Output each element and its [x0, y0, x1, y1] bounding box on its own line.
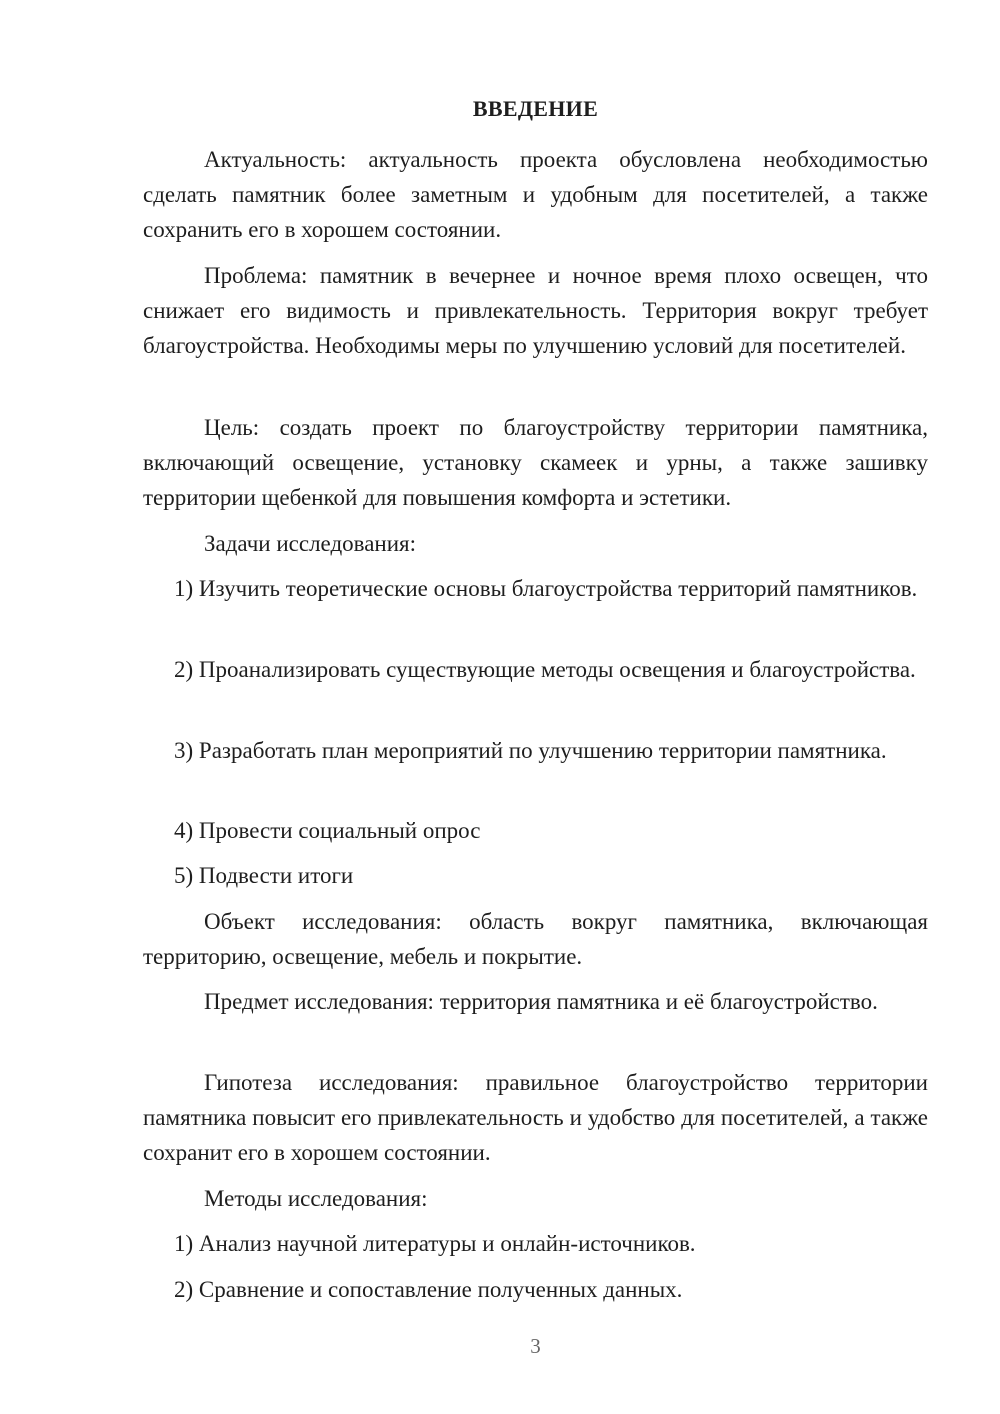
page-number: 3	[530, 1334, 541, 1358]
list-item-task-3: 3) Разработать план мероприятий по улучшению территории памятника.	[174, 738, 887, 763]
paragraph-object: Объект исследования: область вокруг памятника, включающая территорию, освещение, мебель и покрытие.	[143, 909, 928, 969]
list-item-task-4: 4) Провести социальный опрос	[174, 818, 481, 843]
paragraph-problem: Проблема: памятник в вечернее и ночное время плохо освещен, что снижает его видимость и привлекательность. Территория вокруг требует благоустройства. Необходимы меры по улучшению условий для посетителей.	[143, 263, 928, 358]
list-item-method-2: 2) Сравнение и сопоставление полученных данных.	[174, 1277, 683, 1302]
list-item-task-2: 2) Проанализировать существующие методы освещения и благоустройства.	[174, 657, 916, 682]
list-item-task-1: 1) Изучить теоретические основы благоустройства территорий памятников.	[174, 576, 918, 601]
paragraph-methods-label: Методы исследования:	[204, 1186, 428, 1211]
paragraph-hypothesis: Гипотеза исследования: правильное благоустройство территории памятника повысит его привлекательность и удобство для посетителей, а также сохранит его в хорошем состоянии.	[143, 1070, 928, 1165]
document-page	[143, 0, 928, 1414]
paragraph-subject: Предмет исследования: территория памятника и её благоустройство.	[204, 989, 878, 1014]
paragraph-goal: Цель: создать проект по благоустройству территории памятника, включающий освещение, установку скамеек и урны, а также зашивку территории щебенкой для повышения комфорта и эстетики.	[143, 415, 928, 510]
paragraph-tasks-label: Задачи исследования:	[204, 531, 417, 556]
paragraph-relevance: Актуальность: актуальность проекта обусловлена необходимостью сделать памятник более заметным и удобным для посетителей, а также сохранить его в хорошем состоянии.	[143, 147, 928, 242]
list-item-method-1: 1) Анализ научной литературы и онлайн-источников.	[174, 1231, 696, 1256]
list-item-task-5: 5) Подвести итоги	[174, 863, 354, 888]
section-heading: ВВЕДЕНИЕ	[472, 96, 599, 121]
